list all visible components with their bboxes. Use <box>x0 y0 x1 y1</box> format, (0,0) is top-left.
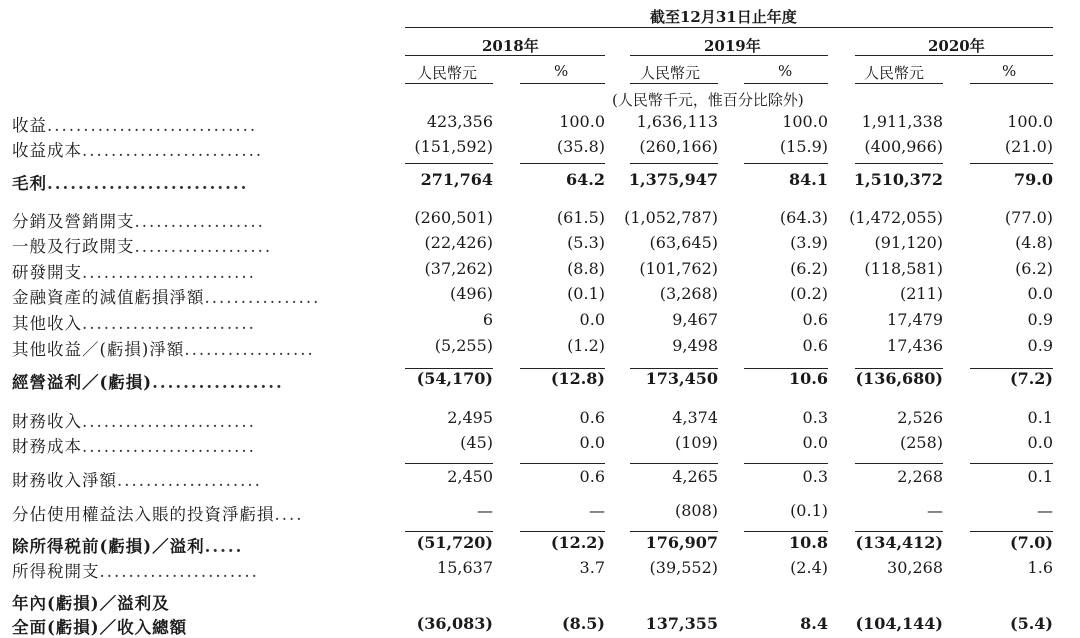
amount-cell: (1,472,055) <box>849 208 943 227</box>
year-rule-2020 <box>855 55 1053 56</box>
year-2020: 2020年 <box>928 37 985 55</box>
amount-cell: 2,526 <box>897 408 943 427</box>
percent-cell: 100.0 <box>1007 112 1053 131</box>
amount-cell: 6 <box>482 310 493 329</box>
column-rule <box>744 531 828 532</box>
amount-cell: (37,262) <box>424 259 493 278</box>
amount-cell: 271,764 <box>420 170 493 189</box>
column-rule <box>405 531 493 532</box>
column-rule <box>744 163 828 164</box>
column-rule <box>970 163 1053 164</box>
leader-dots: ...................... <box>99 562 259 581</box>
row-label-text: 除所得税前(虧損)／溢利 <box>12 537 205 556</box>
percent-cell: (12.8) <box>550 369 605 388</box>
amount-cell: (54,170) <box>416 369 493 388</box>
sub-rule <box>744 83 828 84</box>
amount-cell: (258) <box>899 433 943 452</box>
percent-cell: 0.1 <box>1027 467 1053 486</box>
amount-cell: 30,268 <box>887 558 943 577</box>
amount-cell: 137,355 <box>645 614 718 633</box>
column-rule <box>855 463 943 464</box>
column-rule <box>744 463 828 464</box>
row-label <box>12 558 259 582</box>
percent-cell: 1.6 <box>1027 558 1053 577</box>
subheader-currency-2020: 人民幣元 <box>864 64 925 82</box>
column-rule <box>855 531 943 532</box>
row-label-text: 財務收入淨額 <box>12 471 117 490</box>
amount-cell: 9,498 <box>672 336 718 355</box>
percent-cell: (5.3) <box>567 233 605 252</box>
leader-dots: .................... <box>117 471 262 490</box>
amount-cell: (136,680) <box>855 369 943 388</box>
amount-cell: 423,356 <box>426 112 493 131</box>
percent-cell: 0.1 <box>1027 408 1053 427</box>
amount-cell: 15,637 <box>437 558 493 577</box>
amount-cell: 2,495 <box>447 408 493 427</box>
row-label-text: 研發開支 <box>12 263 82 282</box>
row-label <box>12 467 262 491</box>
row-label <box>12 336 315 360</box>
subheader-currency-2018: 人民幣元 <box>417 64 478 82</box>
amount-cell: (51,720) <box>416 533 493 552</box>
row-label <box>12 233 272 257</box>
year-rule-2018 <box>405 55 605 56</box>
percent-cell: 3.7 <box>579 558 605 577</box>
percent-cell: (7.0) <box>1010 533 1053 552</box>
amount-cell: 176,907 <box>645 533 718 552</box>
leader-dots: ........................ <box>82 412 256 431</box>
sub-rule <box>405 83 493 84</box>
percent-cell: — <box>1037 501 1053 520</box>
amount-cell: (1,052,787) <box>624 208 718 227</box>
row-label <box>12 137 263 161</box>
percent-cell: (35.8) <box>556 137 605 156</box>
amount-cell: 2,268 <box>897 467 943 486</box>
row-label-text: 年內(虧損)／溢利及 <box>12 594 170 613</box>
row-label <box>12 284 320 308</box>
amount-cell: (400,966) <box>864 137 943 156</box>
subheader-currency-2019: 人民幣元 <box>640 64 701 82</box>
row-label <box>12 501 303 525</box>
percent-cell: (0.2) <box>790 284 828 303</box>
row-label-text: 財務收入 <box>12 412 82 431</box>
row-label-text: 財務成本 <box>12 437 82 456</box>
amount-cell: (496) <box>449 284 493 303</box>
amount-cell: (63,645) <box>649 233 718 252</box>
year-rule-2019 <box>630 55 828 56</box>
amount-cell: 9,467 <box>672 310 718 329</box>
amount-cell: (36,083) <box>416 614 493 633</box>
leader-dots: ............................. <box>47 116 258 135</box>
amount-cell: 1,636,113 <box>636 112 718 131</box>
column-rule <box>405 368 493 369</box>
row-label-text: 金融資產的減值虧損淨額 <box>12 288 205 307</box>
leader-dots: .......................... <box>47 174 249 193</box>
percent-cell: (0.1) <box>790 501 828 520</box>
amount-cell: (260,501) <box>414 208 493 227</box>
row-label-text: 分銷及營銷開支 <box>12 212 135 231</box>
leader-dots: ......................... <box>82 141 264 160</box>
row-label <box>12 533 243 557</box>
amount-cell: 17,479 <box>887 310 943 329</box>
leader-dots: .... <box>274 505 304 524</box>
year-2019: 2019年 <box>704 37 761 55</box>
year-2018: 2018年 <box>482 37 539 55</box>
column-rule <box>630 531 718 532</box>
amount-cell: (211) <box>899 284 943 303</box>
subheader-percent-2018: % <box>554 62 569 80</box>
column-rule <box>520 163 605 164</box>
amount-cell: 1,911,338 <box>861 112 943 131</box>
period-header: 截至12月31日止年度 <box>650 8 797 26</box>
percent-cell: 0.0 <box>579 310 605 329</box>
subheader-percent-2020: % <box>1002 62 1017 80</box>
column-rule <box>520 531 605 532</box>
row-label <box>12 433 256 457</box>
percent-cell: 0.6 <box>579 408 605 427</box>
percent-cell: 0.0 <box>1027 433 1053 452</box>
sub-rule <box>630 83 718 84</box>
column-rule <box>970 531 1053 532</box>
row-label <box>12 170 248 194</box>
amount-cell: (109) <box>674 433 718 452</box>
leader-dots: ........................ <box>82 263 256 282</box>
column-rule <box>520 368 605 369</box>
percent-cell: 0.0 <box>1027 284 1053 303</box>
amount-cell: 2,450 <box>447 467 493 486</box>
row-label-text: 全面(虧損)／收入總額 <box>12 618 188 637</box>
amount-cell: (91,120) <box>874 233 943 252</box>
leader-dots: .................. <box>184 340 315 359</box>
column-rule <box>405 163 493 164</box>
column-rule <box>970 463 1053 464</box>
leader-dots: ........................ <box>82 314 256 333</box>
row-label <box>12 259 256 283</box>
amount-cell: 173,450 <box>645 369 718 388</box>
amount-cell: (808) <box>674 501 718 520</box>
leader-dots: .................. <box>134 212 265 231</box>
column-rule <box>970 368 1053 369</box>
percent-cell: 0.6 <box>579 467 605 486</box>
row-label-text: 收益 <box>12 116 47 135</box>
row-label <box>12 614 187 638</box>
percent-cell: (21.0) <box>1004 137 1053 156</box>
percent-cell: (2.4) <box>790 558 828 577</box>
row-label-text: 經營溢利／(虧損) <box>12 373 153 392</box>
percent-cell: (64.3) <box>779 208 828 227</box>
leader-dots: ..... <box>204 537 244 556</box>
amount-cell: (3,268) <box>659 284 718 303</box>
sub-rule <box>970 83 1053 84</box>
amount-cell: (45) <box>460 433 493 452</box>
percent-cell: (6.2) <box>1015 259 1053 278</box>
percent-cell: 0.0 <box>579 433 605 452</box>
percent-cell: — <box>589 501 605 520</box>
percent-cell: 100.0 <box>782 112 828 131</box>
amount-cell: (5,255) <box>434 336 493 355</box>
percent-cell: 10.8 <box>789 533 828 552</box>
percent-cell: 0.6 <box>802 336 828 355</box>
percent-cell: 0.3 <box>802 408 828 427</box>
percent-cell: (12.2) <box>550 533 605 552</box>
column-rule <box>630 463 718 464</box>
header-rule <box>405 27 1053 28</box>
percent-cell: 0.9 <box>1027 310 1053 329</box>
amount-cell: (118,581) <box>864 259 943 278</box>
amount-cell: — <box>927 501 943 520</box>
percent-cell: 0.3 <box>802 467 828 486</box>
amount-cell: (22,426) <box>424 233 493 252</box>
row-label <box>12 369 284 393</box>
amount-cell: (39,552) <box>649 558 718 577</box>
percent-cell: (6.2) <box>790 259 828 278</box>
leader-dots: ................. <box>152 373 284 392</box>
row-label-text: 其他收益／(虧損)淨額 <box>12 340 185 359</box>
amount-cell: 4,374 <box>672 408 718 427</box>
amount-cell: (104,144) <box>855 614 943 633</box>
percent-cell: 79.0 <box>1014 170 1053 189</box>
percent-cell: 10.6 <box>789 369 828 388</box>
column-rule <box>855 163 943 164</box>
row-label-text: 一般及行政開支 <box>12 237 135 256</box>
percent-cell: (8.5) <box>562 614 605 633</box>
percent-cell: (4.8) <box>1015 233 1053 252</box>
unit-note: (人民幣千元，惟百分比除外) <box>612 91 804 109</box>
column-rule <box>405 463 493 464</box>
row-label <box>12 408 256 432</box>
column-rule <box>520 463 605 464</box>
percent-cell: (8.8) <box>567 259 605 278</box>
row-label-text: 其他收入 <box>12 314 82 333</box>
percent-cell: (15.9) <box>779 137 828 156</box>
row-label <box>12 310 256 334</box>
amount-cell: 1,510,372 <box>853 170 943 189</box>
percent-cell: (0.1) <box>567 284 605 303</box>
column-rule <box>744 368 828 369</box>
percent-cell: 64.2 <box>566 170 605 189</box>
row-label-text: 所得稅開支 <box>12 562 100 581</box>
amount-cell: — <box>477 501 493 520</box>
sub-rule <box>520 83 605 84</box>
percent-cell: 0.0 <box>802 433 828 452</box>
column-rule <box>630 368 718 369</box>
percent-cell: (1.2) <box>567 336 605 355</box>
percent-cell: (61.5) <box>556 208 605 227</box>
percent-cell: 0.9 <box>1027 336 1053 355</box>
percent-cell: (3.9) <box>790 233 828 252</box>
percent-cell: 100.0 <box>559 112 605 131</box>
percent-cell: 84.1 <box>789 170 828 189</box>
percent-cell: (5.4) <box>1010 614 1053 633</box>
percent-cell: 8.4 <box>800 614 828 633</box>
leader-dots: ................ <box>204 288 321 307</box>
amount-cell: (134,412) <box>855 533 943 552</box>
sub-rule <box>855 83 943 84</box>
row-label <box>12 208 265 232</box>
percent-cell: (7.2) <box>1010 369 1053 388</box>
amount-cell: (260,166) <box>639 137 718 156</box>
percent-cell: 0.6 <box>802 310 828 329</box>
amount-cell: (151,592) <box>414 137 493 156</box>
leader-dots: ................... <box>134 237 273 256</box>
leader-dots: ........................ <box>82 437 256 456</box>
row-label-text: 收益成本 <box>12 141 82 160</box>
amount-cell: 1,375,947 <box>628 170 718 189</box>
column-rule <box>855 368 943 369</box>
percent-cell: (77.0) <box>1004 208 1053 227</box>
row-label-text: 毛利 <box>12 174 47 193</box>
row-label <box>12 590 170 614</box>
amount-cell: 4,265 <box>672 467 718 486</box>
amount-cell: (101,762) <box>639 259 718 278</box>
amount-cell: 17,436 <box>887 336 943 355</box>
column-rule <box>630 163 718 164</box>
subheader-percent-2019: % <box>778 62 793 80</box>
row-label-text: 分佔使用權益法入賬的投資淨虧損 <box>12 505 275 524</box>
row-label <box>12 112 257 136</box>
